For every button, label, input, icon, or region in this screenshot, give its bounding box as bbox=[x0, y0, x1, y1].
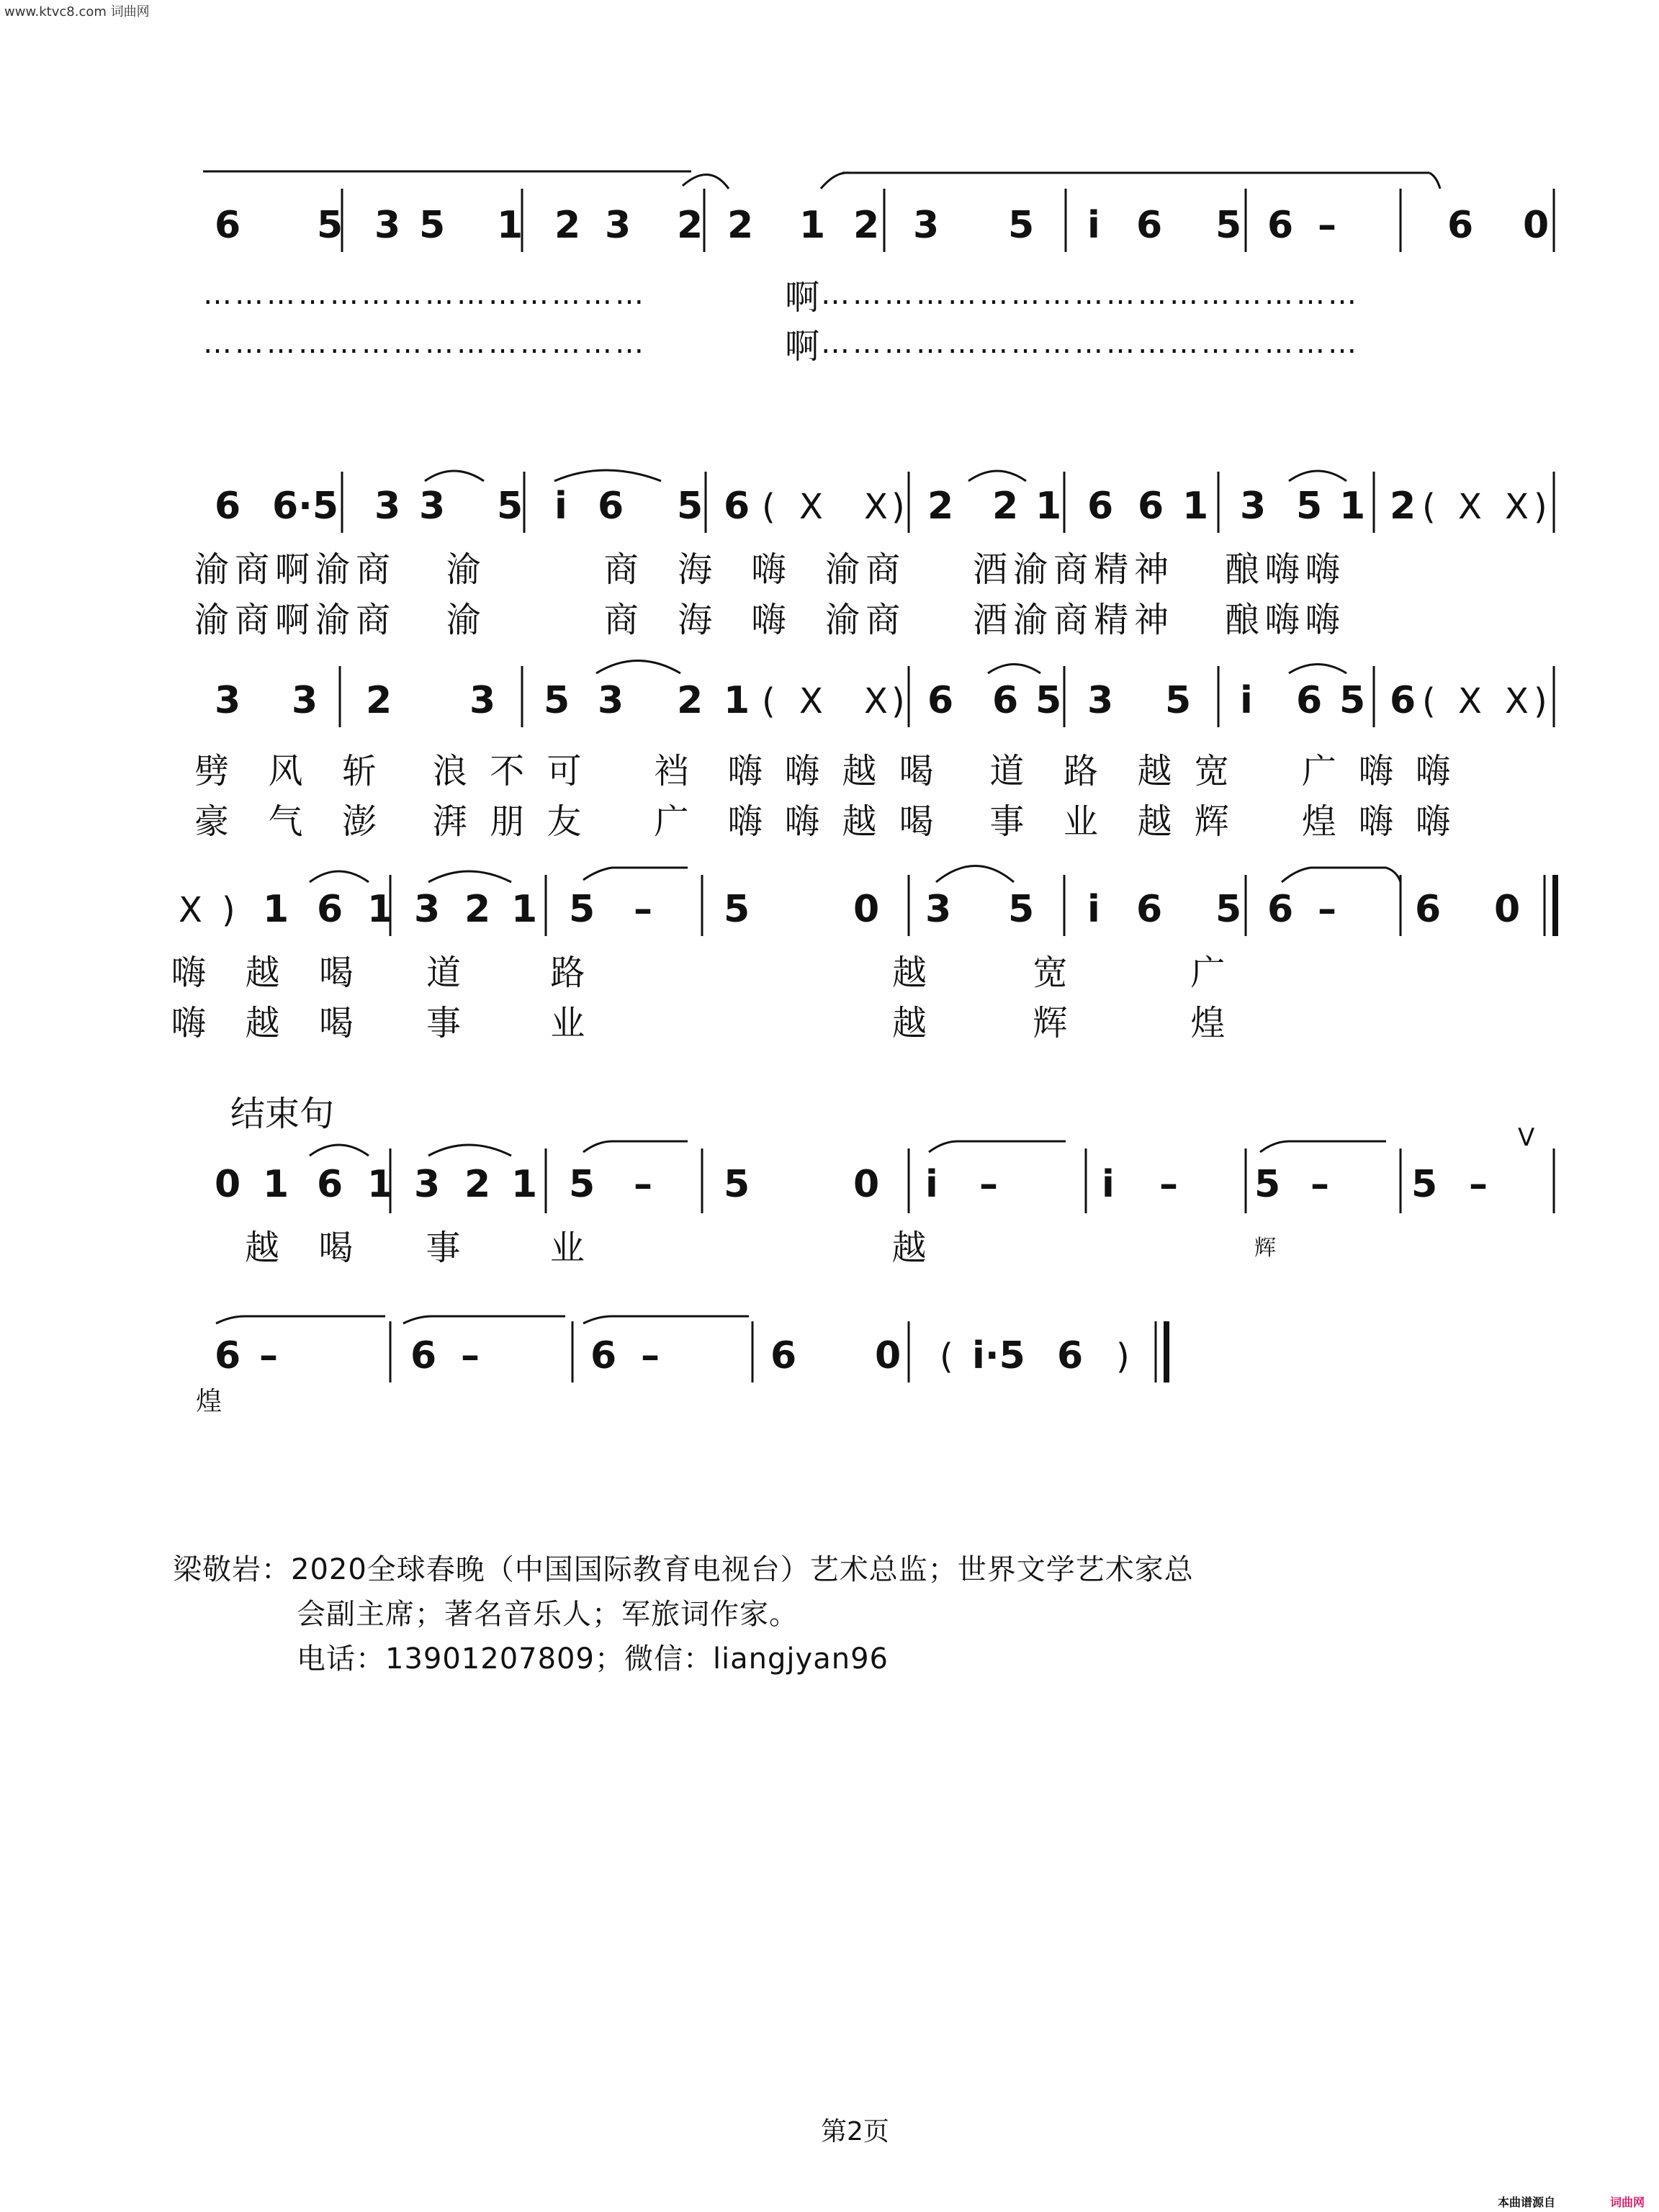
note: 5 bbox=[1296, 485, 1323, 528]
note: 3 bbox=[1240, 485, 1267, 528]
note: – bbox=[1318, 888, 1336, 931]
lyric-line: 渝商啊渝商 渝 商 海 嗨 渝商 酒渝商精神 酿嗨嗨 bbox=[194, 549, 1346, 590]
note: ) bbox=[1534, 487, 1547, 527]
note: – bbox=[461, 1334, 480, 1377]
note: 6 bbox=[992, 679, 1019, 722]
lyric-line: 嗨 越 喝 道 路 越 宽 广 bbox=[171, 953, 1231, 993]
slur bbox=[968, 471, 1026, 481]
slur bbox=[1429, 173, 1440, 189]
note: X bbox=[179, 890, 202, 930]
note: 5 bbox=[724, 1163, 750, 1206]
note: X bbox=[799, 487, 823, 527]
note: 6 bbox=[1267, 204, 1294, 247]
note: 6 bbox=[590, 1334, 617, 1377]
note: X bbox=[1505, 487, 1529, 527]
note: 0 bbox=[853, 888, 880, 931]
lyric-dots: …………………………………………… bbox=[821, 327, 1359, 360]
note: – bbox=[1310, 1163, 1329, 1206]
note: 5 bbox=[1035, 679, 1062, 722]
note: 1 bbox=[367, 888, 394, 931]
note: 1 bbox=[724, 679, 750, 722]
slur bbox=[403, 1316, 565, 1323]
note: i bbox=[1087, 204, 1100, 247]
lyric-dots: …………………………………………… bbox=[821, 278, 1359, 311]
note: X bbox=[1458, 681, 1482, 721]
note: 5 bbox=[419, 204, 446, 247]
note: ( bbox=[1422, 681, 1436, 721]
slur bbox=[821, 173, 850, 189]
note: 6 bbox=[215, 204, 241, 247]
note: – bbox=[634, 888, 652, 931]
note: 6 bbox=[1138, 485, 1164, 528]
note: 2 bbox=[1390, 485, 1416, 528]
note: 3 bbox=[605, 204, 631, 247]
note: – bbox=[634, 1163, 652, 1206]
lyric-line: 渝商啊渝商 渝 商 海 嗨 渝商 酒渝商精神 酿嗨嗨 bbox=[194, 600, 1346, 640]
note: 6 bbox=[1447, 204, 1474, 247]
note: 3 bbox=[414, 888, 441, 931]
slur bbox=[216, 1316, 385, 1323]
author-bio-line-1: 梁敬岩：2020全球春晚（中国国际教育电视台）艺术总监；世界文学艺术家总 bbox=[173, 1553, 1194, 1586]
note: 5 bbox=[317, 204, 343, 247]
note: ) bbox=[222, 890, 235, 930]
note: – bbox=[1469, 1163, 1488, 1206]
note: X bbox=[799, 681, 823, 721]
slur bbox=[310, 1145, 369, 1156]
site-url[interactable]: www.ktvc8.com 词曲网 bbox=[4, 4, 150, 19]
note: – bbox=[641, 1334, 660, 1377]
footer-source: 本曲谱源自 bbox=[1498, 2195, 1556, 2209]
note: 0 bbox=[215, 1163, 241, 1206]
note: 6 bbox=[215, 1334, 241, 1377]
note: 6 bbox=[1136, 888, 1163, 931]
note: 1 bbox=[1339, 485, 1366, 528]
note: ) bbox=[891, 487, 905, 527]
note: 2 bbox=[464, 888, 491, 931]
slur bbox=[1282, 868, 1401, 882]
slur bbox=[1289, 471, 1346, 481]
note: 6 bbox=[1390, 679, 1416, 722]
slur bbox=[425, 471, 484, 481]
note: 6 bbox=[927, 679, 954, 722]
slur bbox=[428, 871, 511, 882]
note: 1 bbox=[1182, 485, 1209, 528]
note: 3 bbox=[925, 888, 952, 931]
lyric-small: 辉 bbox=[1254, 1236, 1276, 1261]
note: 5 bbox=[1411, 1163, 1438, 1206]
note: 5 bbox=[569, 888, 595, 931]
note: i bbox=[1087, 888, 1100, 931]
note: 6 bbox=[317, 1163, 343, 1206]
note: i bbox=[925, 1163, 938, 1206]
slur bbox=[596, 661, 680, 674]
slur bbox=[310, 871, 369, 882]
note: 6 bbox=[1087, 485, 1114, 528]
note: 1 bbox=[263, 888, 289, 931]
slur bbox=[428, 1145, 511, 1156]
note: 5 bbox=[677, 485, 703, 528]
note: 3 bbox=[419, 485, 446, 528]
note: 2 bbox=[464, 1163, 491, 1206]
note: 6 bbox=[770, 1334, 797, 1377]
slur bbox=[554, 470, 661, 481]
note: 3 bbox=[414, 1163, 441, 1206]
lyric-dots: …………………………………… bbox=[203, 327, 647, 360]
note: 2 bbox=[677, 204, 703, 247]
note: X bbox=[864, 681, 888, 721]
note: i·5 bbox=[972, 1334, 1025, 1377]
note: 5 bbox=[1215, 888, 1242, 931]
note: 5 bbox=[1215, 204, 1242, 247]
note: 2 bbox=[992, 485, 1019, 528]
note: 5 bbox=[1165, 679, 1192, 722]
note: 3 bbox=[469, 679, 496, 722]
slur bbox=[1260, 1141, 1386, 1152]
lyric-small: 煌 bbox=[196, 1387, 222, 1416]
note: 6 bbox=[1136, 204, 1163, 247]
lyric-word: 啊 bbox=[785, 326, 826, 367]
note: ( bbox=[940, 1336, 953, 1377]
note: ) bbox=[891, 681, 905, 721]
note: 1 bbox=[263, 1163, 289, 1206]
lyric-word: 啊 bbox=[785, 277, 826, 318]
note: 3 bbox=[374, 485, 401, 528]
author-bio-line-2: 会副主席；著名音乐人；军旅词作家。 bbox=[297, 1598, 799, 1631]
note: – bbox=[979, 1163, 998, 1206]
ending-label: 结束句 bbox=[230, 1094, 335, 1134]
note: i bbox=[554, 485, 567, 528]
note: 6 bbox=[1296, 679, 1323, 722]
note: 6 bbox=[1057, 1334, 1084, 1377]
note: 2 bbox=[927, 485, 954, 528]
note: 5 bbox=[724, 888, 750, 931]
note: 5 bbox=[1008, 204, 1035, 247]
note: 6·5 bbox=[272, 485, 339, 528]
slur bbox=[1289, 665, 1346, 674]
lyric-line: 劈 风 斩 浪 不 可 裆 嗨 嗨 越 喝 道 路 越 宽 广 嗨 嗨 bbox=[194, 751, 1457, 791]
slur bbox=[583, 1316, 749, 1323]
note: 5 bbox=[1254, 1163, 1281, 1206]
note: 6 bbox=[215, 485, 241, 528]
note: 6 bbox=[598, 485, 624, 528]
note: 5 bbox=[1008, 888, 1035, 931]
note: 6 bbox=[724, 485, 750, 528]
note: 6 bbox=[410, 1334, 437, 1377]
note: – bbox=[1318, 204, 1336, 247]
slur bbox=[988, 665, 1040, 674]
note: 3 bbox=[598, 679, 624, 722]
note: 3 bbox=[1087, 679, 1114, 722]
note: X bbox=[1458, 487, 1482, 527]
note: 6 bbox=[1267, 888, 1294, 931]
note: 3 bbox=[215, 679, 241, 722]
note: – bbox=[259, 1334, 278, 1377]
note: ( bbox=[762, 487, 775, 527]
note: ) bbox=[1116, 1336, 1130, 1377]
footer-site-logo[interactable]: 词曲网 bbox=[1610, 2195, 1645, 2209]
lyric-dots: …………………………………… bbox=[203, 278, 647, 311]
note: X bbox=[864, 487, 888, 527]
page-number: 第2页 bbox=[821, 2117, 889, 2146]
note: 0 bbox=[1523, 204, 1550, 247]
note: 0 bbox=[875, 1334, 902, 1377]
note: i bbox=[1102, 1163, 1115, 1206]
note: 0 bbox=[1494, 888, 1521, 931]
note: ) bbox=[1534, 681, 1547, 721]
note: 1 bbox=[511, 1163, 538, 1206]
note: 5 bbox=[497, 485, 523, 528]
note: 2 bbox=[366, 679, 392, 722]
lyric-line: 嗨 越 喝 事 业 越 辉 煌 bbox=[171, 1003, 1231, 1043]
slur bbox=[583, 868, 688, 880]
author-contact: 电话：13901207809；微信：liangjyan96 bbox=[297, 1642, 889, 1676]
note: 1 bbox=[1035, 485, 1062, 528]
note: i bbox=[1240, 679, 1253, 722]
note: 2 bbox=[853, 204, 880, 247]
slur bbox=[683, 174, 729, 189]
breath-mark: V bbox=[1518, 1123, 1535, 1152]
slur bbox=[583, 1141, 688, 1152]
note: 2 bbox=[554, 204, 581, 247]
note: 3 bbox=[374, 204, 401, 247]
note: 2 bbox=[727, 204, 754, 247]
lyric-line: 越 喝 事 业 越 bbox=[245, 1228, 932, 1268]
note: 5 bbox=[544, 679, 570, 722]
note: 1 bbox=[799, 204, 826, 247]
note: 5 bbox=[1339, 679, 1366, 722]
note: X bbox=[1505, 681, 1529, 721]
note: 1 bbox=[511, 888, 538, 931]
note: 3 bbox=[913, 204, 940, 247]
note: 1 bbox=[367, 1163, 394, 1206]
note: 2 bbox=[677, 679, 703, 722]
note: ( bbox=[762, 681, 775, 721]
note: ( bbox=[1422, 487, 1436, 527]
note: 6 bbox=[1415, 888, 1442, 931]
note: 3 bbox=[292, 679, 318, 722]
slur bbox=[936, 866, 1014, 883]
note: 6 bbox=[317, 888, 343, 931]
note: 5 bbox=[569, 1163, 595, 1206]
note: 1 bbox=[497, 204, 523, 247]
slur bbox=[929, 1141, 1066, 1152]
note: 0 bbox=[853, 1163, 880, 1206]
note: – bbox=[1159, 1163, 1178, 1206]
lyric-line: 豪 气 澎 湃 朋 友 广 嗨 嗨 越 喝 事 业 越 辉 煌 嗨 嗨 bbox=[194, 801, 1457, 842]
